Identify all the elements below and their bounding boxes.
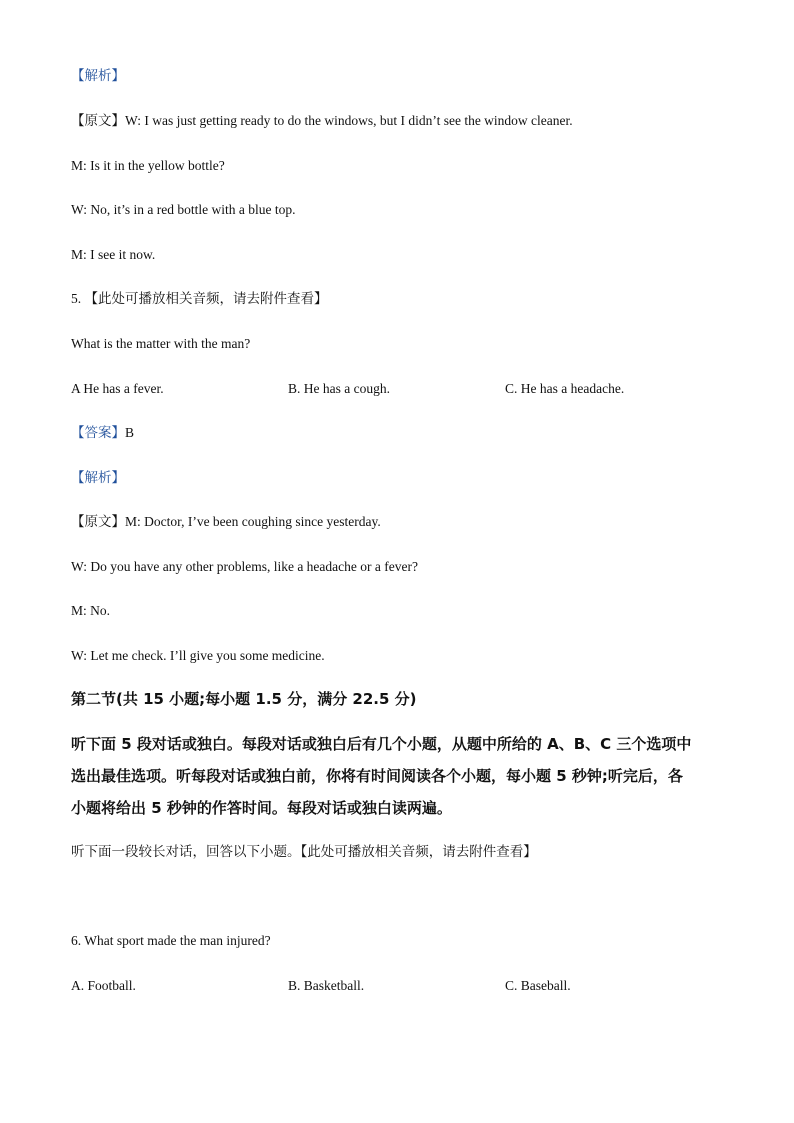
instruction-line: 小题将给出 5 秒钟的作答时间。每段对话或独白读两遍。	[71, 799, 452, 817]
answer-value: B	[125, 425, 135, 440]
option-a: A. Football.	[71, 978, 136, 993]
question-stem: What is the matter with the man?	[71, 336, 251, 351]
option-c: C. Baseball.	[505, 978, 571, 993]
transcript-text: W: I was just getting ready to do the windows, but I didn’t see the window cleaner.	[125, 113, 573, 128]
analysis-tag: 【解析】	[71, 470, 125, 486]
audio-note[interactable]: 【此处可播放相关音频，请去附件查看】	[84, 291, 328, 307]
option-c: C. He has a headache.	[505, 381, 625, 396]
transcript-line	[71, 112, 573, 130]
answer-line	[71, 424, 134, 442]
transcript-line: W: Let me check. I’ll give you some medicine.	[71, 648, 325, 663]
transcript-line: W: No, it’s in a red bottle with a blue top.	[71, 202, 296, 217]
transcript-line	[71, 513, 381, 531]
question-stem: 6. What sport made the man injured?	[71, 933, 271, 948]
question-number: 5.	[71, 291, 82, 306]
question-5-header	[71, 290, 328, 308]
transcript-text: M: Doctor, I’ve been coughing since yesterday.	[125, 514, 381, 529]
transcript-tag: 【原文】	[71, 514, 125, 530]
option-a: A He has a fever.	[71, 381, 164, 396]
transcript-line: M: Is it in the yellow bottle?	[71, 158, 225, 173]
analysis-tag: 【解析】	[71, 68, 125, 84]
option-b: B. He has a cough.	[288, 381, 390, 396]
transcript-line: M: I see it now.	[71, 247, 156, 262]
instruction-line: 选出最佳选项。听每段对话或独白前，你将有时间阅读各个小题，每小题 5 秒钟;听完后，各	[71, 767, 683, 785]
transcript-line: W: Do you have any other problems, like a headache or a fever?	[71, 559, 418, 574]
transcript-line: M: No.	[71, 603, 111, 618]
listen-note[interactable]: 听下面一段较长对话，回答以下小题。【此处可播放相关音频，请去附件查看】	[71, 844, 537, 860]
option-b: B. Basketball.	[288, 978, 365, 993]
transcript-tag: 【原文】	[71, 113, 125, 129]
section-heading: 第二节(共 15 小题;每小题 1.5 分，满分 22.5 分)	[71, 690, 417, 708]
answer-tag: 【答案】	[71, 425, 125, 441]
instruction-line: 听下面 5 段对话或独白。每段对话或独白后有几个小题，从题中所给的 A、B、C 三个选项中	[71, 735, 692, 753]
